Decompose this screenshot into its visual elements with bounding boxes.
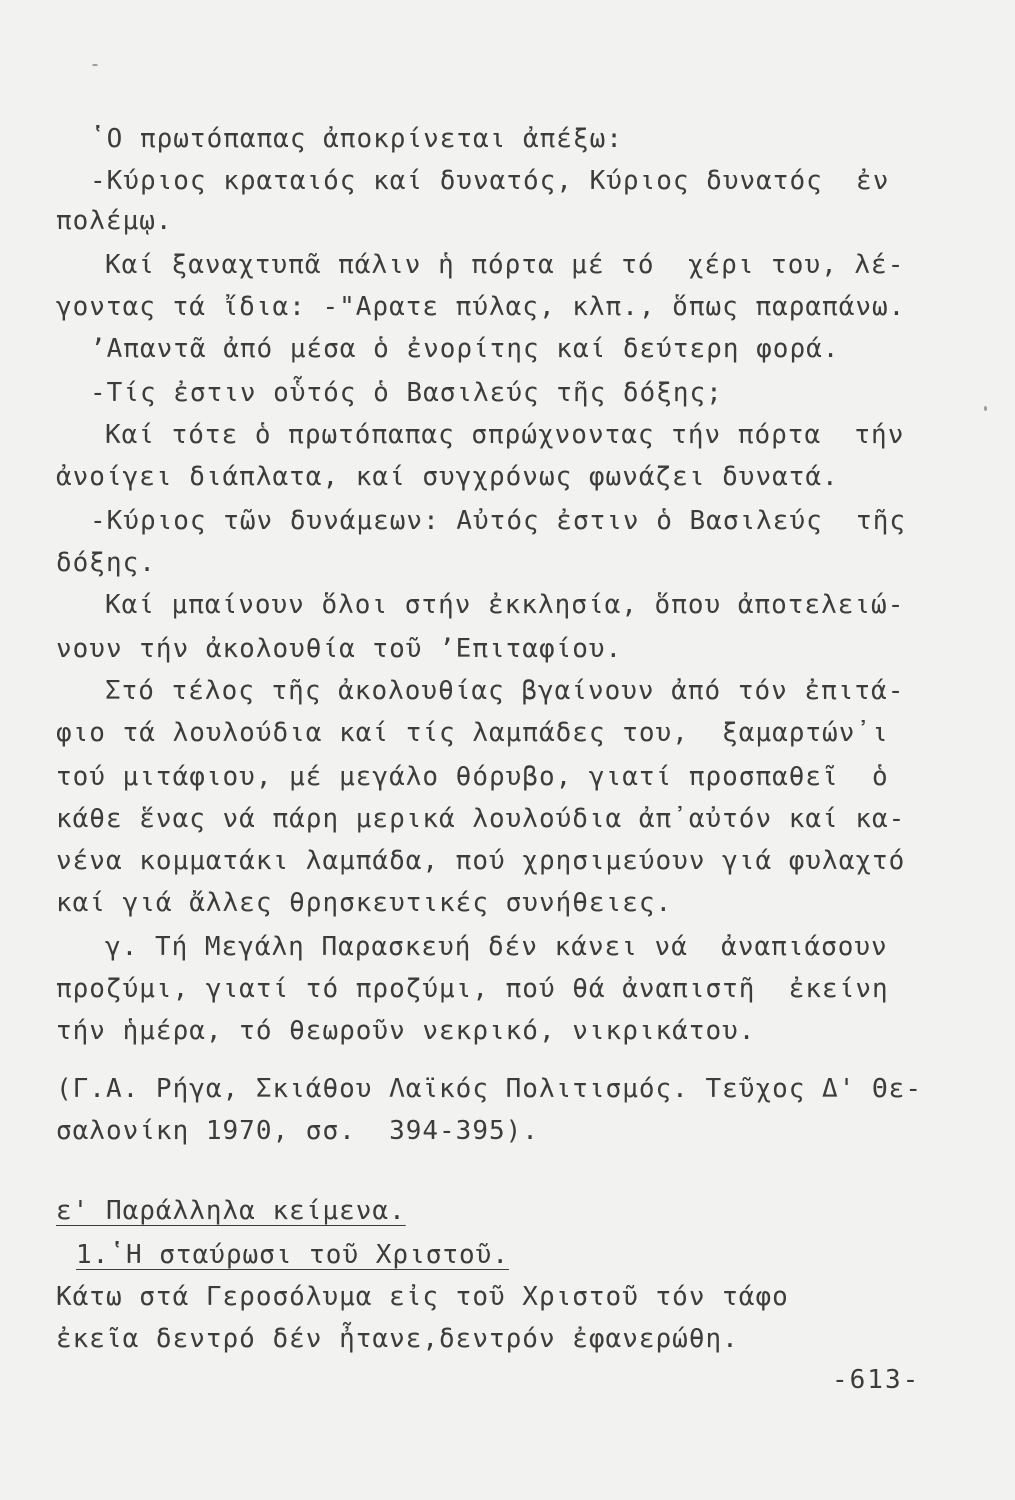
citation-line-1: (Γ.Α. Ρήγα, Σκιάθου Λαϊκός Πολιτισμός. Τεῦχος Δ' Θε- <box>56 1074 922 1104</box>
line-10: -Κύριος τῶν δυνάμεων: Αὐτός ἐστιν ὁ Βασιλεύς τῆς <box>90 506 907 536</box>
line-18: νένα κομματάκι λαμπάδα, πού χρησιμεύουν γιά φυλαχτό <box>56 846 906 876</box>
line-3: πολέμῳ. <box>56 206 173 236</box>
line-12: Καί μπαίνουν ὅλοι στήν ἐκκλησία, ὅπου ἀποτελειώ- <box>105 590 905 620</box>
poem-title: 1.ʽΗ σταύρωσι τοῦ Χριστοῦ. <box>76 1240 509 1270</box>
line-11: δόξης. <box>56 548 156 578</box>
line-4: Καί ξαναχτυπᾶ πάλιν ἡ πόρτα μέ τό χέρι του, λέ- <box>105 250 905 280</box>
line-7: -Τίς ἐστιν οὗτός ὁ Βασιλεύς τῆς δόξης; <box>90 378 723 408</box>
scan-speck <box>984 406 987 411</box>
line-2: -Κύριος κραταιός καί δυνατός, Κύριος δυνατός ἐν <box>90 166 890 196</box>
line-19: καί γιά ἄλλες θρησκευτικές συνήθειες. <box>56 888 673 918</box>
line-9: ἀνοίγει διάπλατα, καί συγχρόνως φωνάζει δυνατά. <box>56 462 839 492</box>
poem-line-1: Κάτω στά Γεροσόλυμα εἰς τοῦ Χριστοῦ τόν τάφο <box>56 1282 789 1312</box>
line-15: φιο τά λουλούδια καί τίς λαμπάδες του, ξαμαρτών᾿ι <box>56 718 889 748</box>
line-16: τού μιτάφιου, μέ μεγάλο θόρυβο, γιατί προσπαθεῖ ὁ <box>56 762 889 792</box>
line-13: νουν τήν ἀκολουθία τοῦ ʼΕπιταφίου. <box>56 634 623 664</box>
line-1: ʽΟ πρωτόπαπας ἀποκρίνεται ἀπέξω: <box>90 124 623 154</box>
line-5: γοντας τά ἴδια: -"Αρατε πύλας, κλπ., ὅπως παραπάνω. <box>56 292 906 322</box>
scan-speck <box>92 64 98 66</box>
line-8: Καί τότε ὁ πρωτόπαπας σπρώχνοντας τήν πόρτα τήν <box>105 420 905 450</box>
line-20: γ. Τή Μεγάλη Παρασκευή δέν κάνει νά ἀναπιάσουν <box>105 932 888 962</box>
citation-line-2: σαλονίκη 1970, σσ. 394-395). <box>56 1116 539 1146</box>
line-21: προζύμι, γιατί τό προζύμι, πού θά ἀναπιστῆ ἐκείνη <box>56 974 889 1004</box>
line-6: ʼΑπαντᾶ ἀπό μέσα ὁ ἐνορίτης καί δεύτερη φορά. <box>90 334 840 364</box>
page-number: -613- <box>832 1365 921 1395</box>
line-14: Στό τέλος τῆς ἀκολουθίας βγαίνουν ἀπό τόν ἐπιτά- <box>105 676 905 706</box>
line-22: τήν ἡμέρα, τό θεωροῦν νεκρικό, νικρικάτου. <box>56 1016 756 1046</box>
line-17: κάθε ἕνας νά πάρη μερικά λουλούδια ἀπ᾿αὐτόν καί κα- <box>56 804 906 834</box>
poem-line-2: ἐκεῖα δεντρό δέν ἦτανε,δεντρόν ἐφανερώθη. <box>56 1324 739 1354</box>
section-heading: ε' Παράλληλα κείμενα. <box>56 1196 406 1226</box>
